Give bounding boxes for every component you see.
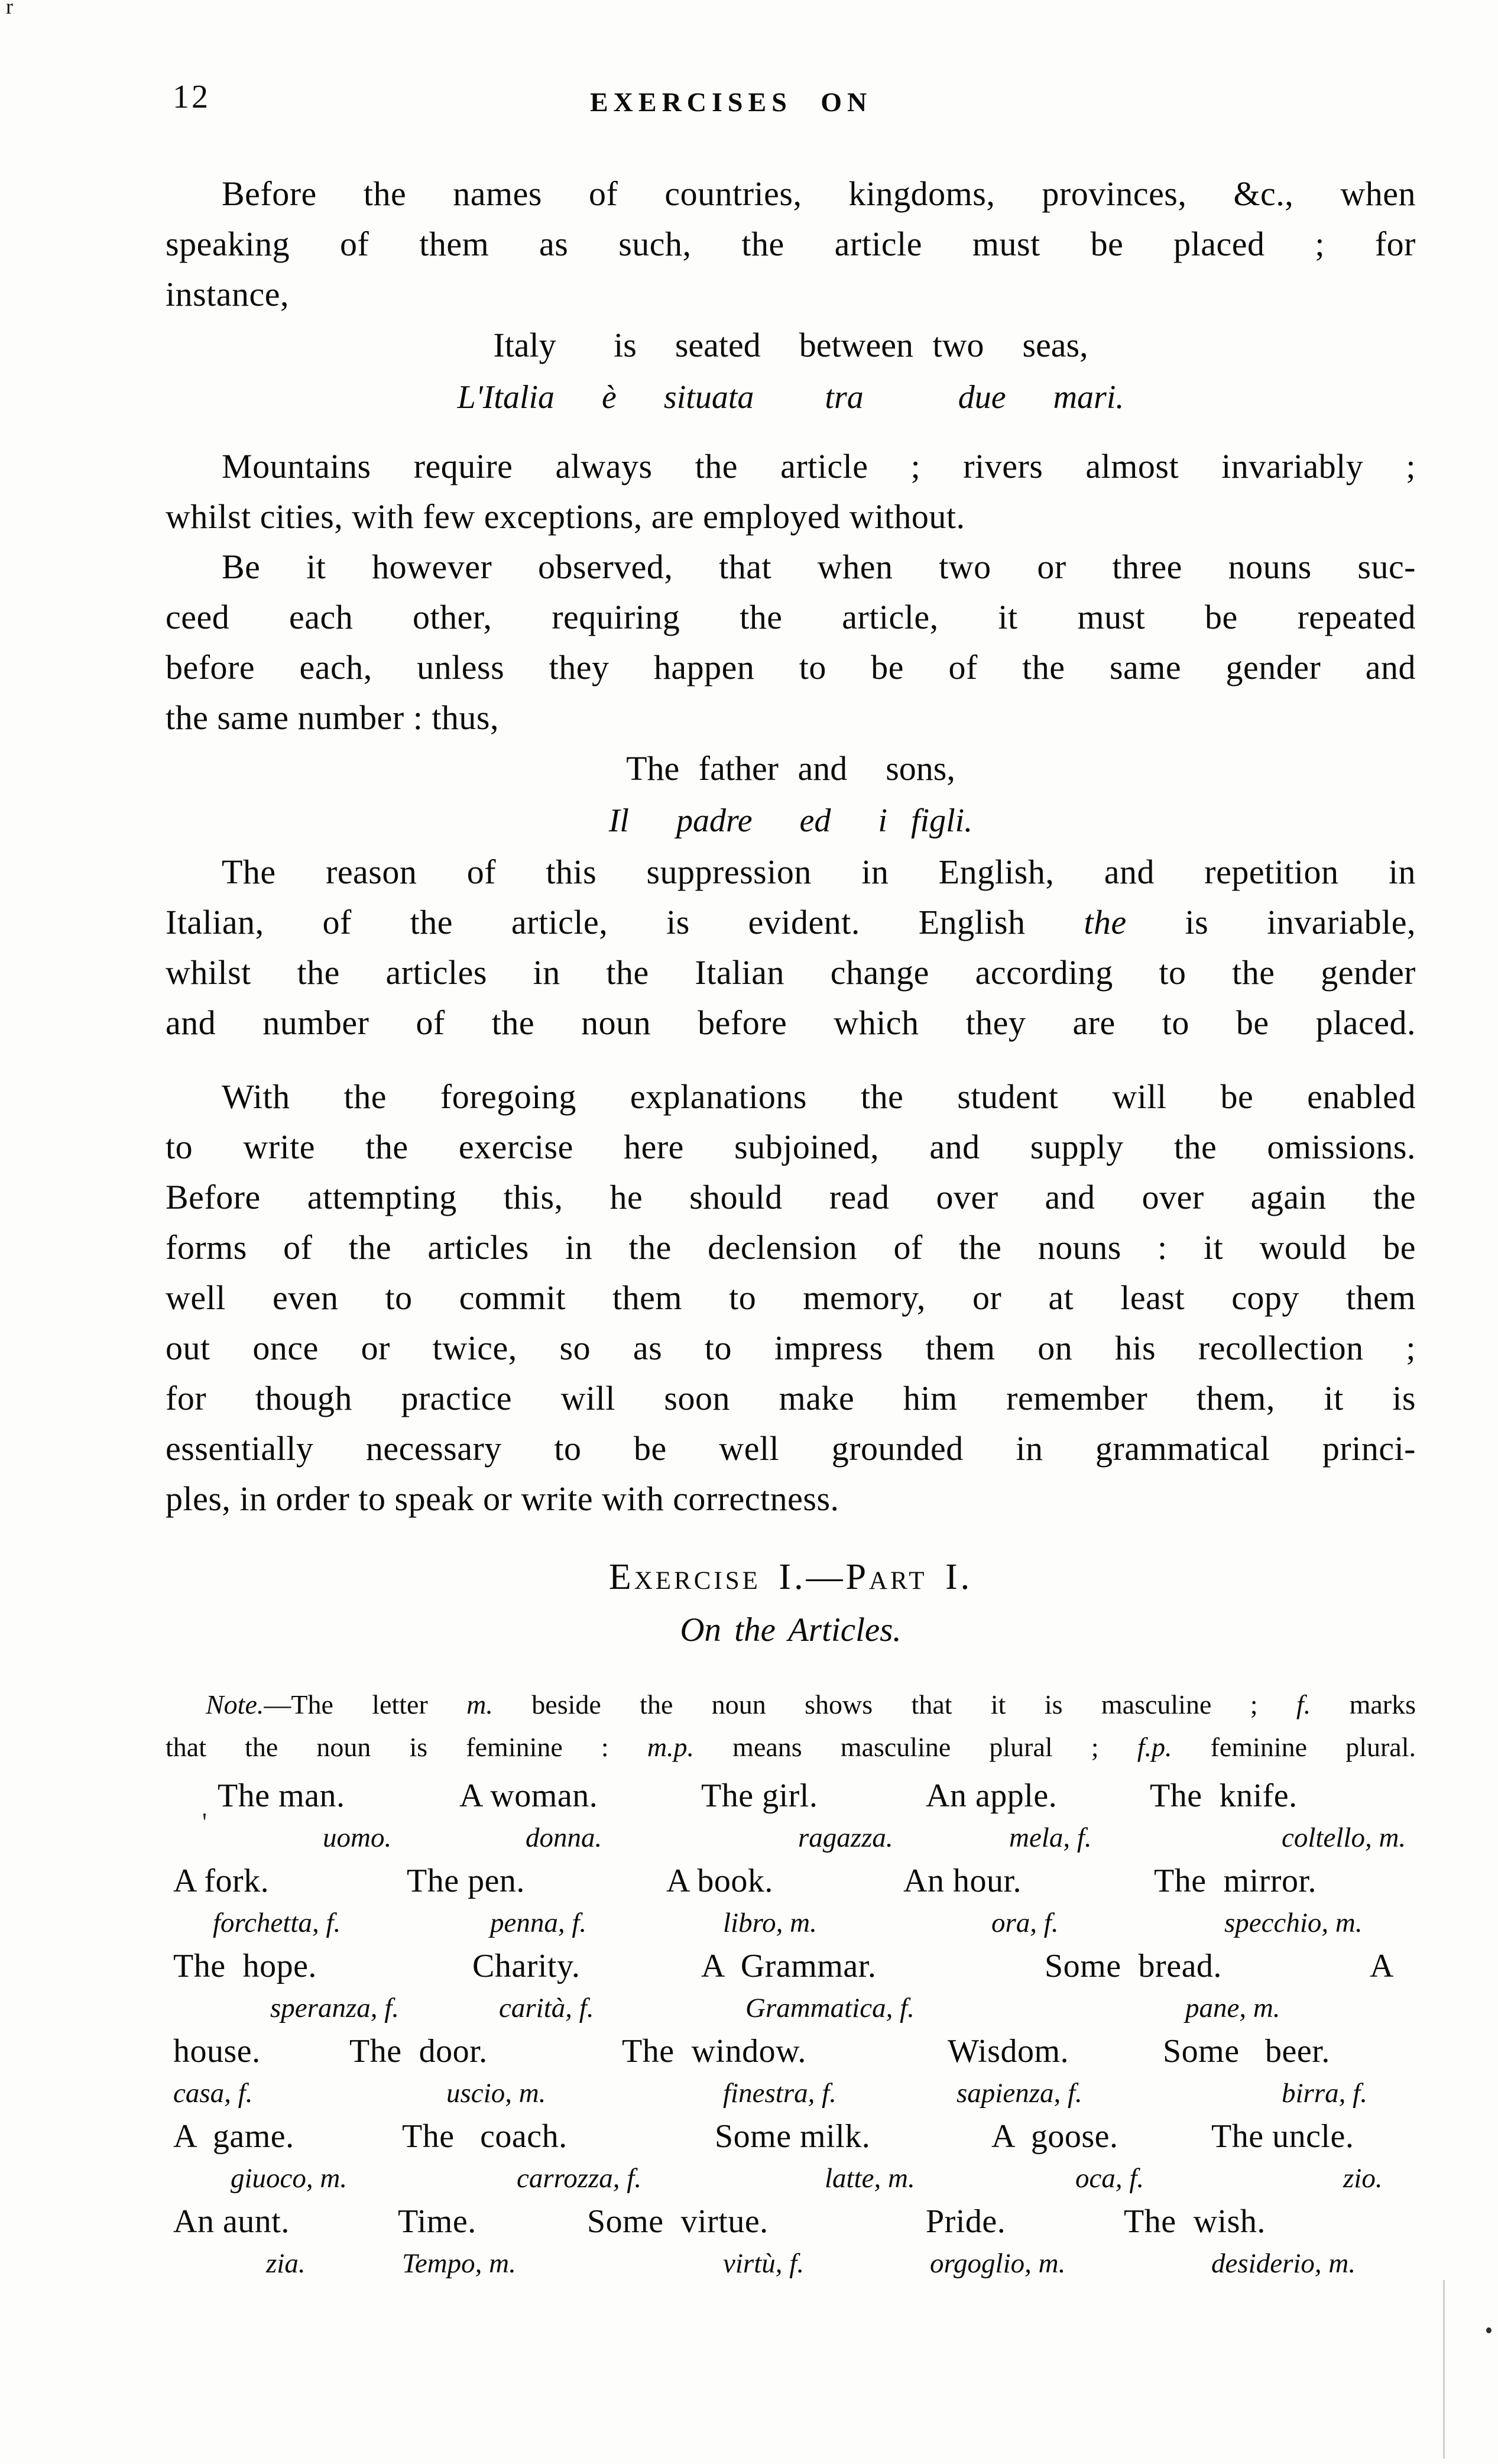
example-italy-block: [166, 319, 1416, 423]
exercise-gloss: penna, f.: [490, 1908, 587, 1938]
paragraph-mountains-rivers: [166, 441, 1416, 542]
exercise-word: The hope.: [173, 1948, 317, 1984]
text-line: for though practice will soon make him remember them, it is: [166, 1379, 1416, 1417]
exercise-english-row: [166, 2115, 1416, 2158]
exercise-gloss: speranza, f.: [270, 1993, 400, 2023]
exercise-gloss: mela, f.: [1009, 1822, 1092, 1853]
exercise-gloss: zia.: [266, 2248, 306, 2279]
exercise-gloss: desiderio, m.: [1211, 2248, 1356, 2279]
exercise-word: A fork.: [173, 1863, 270, 1899]
exercise-word: Time.: [398, 2203, 476, 2240]
exercise-word: Some milk.: [715, 2118, 871, 2155]
exercise-gloss: Tempo, m.: [402, 2248, 516, 2279]
exercise-word: The man.: [218, 1777, 345, 1814]
exercise-word: Wisdom.: [948, 2033, 1069, 2070]
text-line: Before the names of countries, kingdoms, provinces, &c., when: [222, 174, 1416, 213]
text-line: With the foregoing explanations the student will be enabled: [222, 1077, 1416, 1116]
exercise-gloss: virtù, f.: [723, 2248, 805, 2279]
exercise-gloss: coltello, m.: [1282, 1822, 1406, 1853]
text-line: ples, in order to speak or write with correctness.: [166, 1479, 839, 1518]
text-line: ceed each other, requiring the article, it must be repeated: [166, 598, 1416, 636]
exercise-italian-row: [166, 1902, 1416, 1945]
scan-stray-dot: [1486, 2327, 1491, 2333]
text-line: The reason of this suppression in English, and repetition in: [222, 853, 1416, 891]
exercise-italian-row: [166, 2073, 1416, 2115]
exercise-word: An apple.: [926, 1777, 1058, 1814]
exercise-word: A: [1370, 1948, 1394, 1984]
exercise-italian-row: [166, 1987, 1416, 2030]
paragraph-suppression-reason: [166, 847, 1416, 1048]
exercise-gloss: ragazza.: [798, 1822, 893, 1853]
exercise-word: The wish.: [1124, 2203, 1266, 2240]
text-line: the same number : thus,: [166, 698, 500, 737]
exercise-word: Pride.: [926, 2203, 1006, 2240]
exercise-english-row: [166, 2030, 1416, 2073]
exercise-word: The window.: [622, 2033, 806, 2070]
text-line: whilst cities, with few exceptions, are employed without.: [166, 497, 965, 536]
exercise-subheading: On the Articles.: [680, 1611, 902, 1649]
text-line: Before attempting this, he should read over and over again the: [166, 1178, 1416, 1216]
exercise-gloss: sapienza, f.: [956, 2078, 1082, 2109]
exercise-word: The girl.: [701, 1777, 818, 1814]
exercise-gloss: carità, f.: [499, 1993, 594, 2023]
exercise-word: A game.: [173, 2118, 294, 2155]
exercise-gloss: libro, m.: [723, 1908, 817, 1938]
paragraph-repeated-article: [166, 542, 1416, 743]
exercise-word: An aunt.: [173, 2203, 290, 2240]
exercise-gloss: pane, m.: [1185, 1993, 1280, 2023]
exercise-word: Some beer.: [1163, 2033, 1330, 2070]
exercise-word: house.: [173, 2033, 261, 2070]
exercise-italian-row: [166, 2158, 1416, 2200]
exercise-word: The coach.: [402, 2118, 568, 2155]
text-line: Italian, of the article, is evident. English the is invariable,: [166, 903, 1416, 941]
exercise-english-row: [166, 1775, 1416, 1817]
running-head: EXERCISES ON: [590, 87, 873, 117]
text-line: well even to commit them to memory, or at least copy them: [166, 1278, 1416, 1317]
exercise-english-row: [166, 1860, 1416, 1902]
text-line: and number of the noun before which they are to be placed.: [166, 1003, 1416, 1042]
exercise-gloss: donna.: [526, 1822, 602, 1853]
example-english-line: Italy is seated between two seas,: [493, 326, 1088, 364]
paragraph-student-advice: [166, 1071, 1416, 1524]
paragraph-article-before-countries: [166, 169, 1416, 319]
exercise-italian-row: [166, 2243, 1416, 2285]
text-line: speaking of them as such, the article must be placed ; for: [166, 225, 1416, 263]
exercise-gloss: carrozza, f.: [517, 2163, 642, 2194]
exercise-gloss: orgoglio, m.: [930, 2248, 1066, 2279]
note-block: [166, 1683, 1416, 1769]
text-line: out once or twice, so as to impress them on his recollection ;: [166, 1329, 1416, 1367]
text-line: forms of the articles in the declension of the nouns : it would be: [166, 1228, 1416, 1267]
exercise-word: The door.: [349, 2033, 488, 2070]
exercise-gloss: latte, m.: [825, 2163, 915, 2194]
exercise-word: The uncle.: [1211, 2118, 1354, 2155]
note-line: that the noun is feminine : m.p. means masculine plural ; f.p. feminine plural.: [166, 1732, 1416, 1762]
exercise-gloss: uscio, m.: [446, 2078, 546, 2109]
text-line: Mountains require always the article ; rivers almost invariably ;: [222, 447, 1416, 485]
exercise-gloss: Grammatica, f.: [745, 1993, 915, 2023]
text-line: to write the exercise here subjoined, and supply the omissions.: [166, 1128, 1416, 1166]
page-content: [166, 0, 1416, 2285]
exercise-gloss: finestra, f.: [723, 2078, 836, 2109]
text-line: before each, unless they happen to be of the same gender and: [166, 648, 1416, 687]
exercise-gloss: oca, f.: [1075, 2163, 1144, 2194]
exercise-word: A book.: [666, 1863, 773, 1899]
exercise-english-row: [166, 1945, 1416, 1987]
exercise-gloss: giuoco, m.: [231, 2163, 348, 2194]
example-italian-line: L'Italia è situata tra due mari.: [457, 379, 1124, 416]
exercise-heading: Exercise I.—Part I.: [608, 1557, 973, 1597]
exercise-italian-row: [166, 1817, 1416, 1860]
exercise-word: The knife.: [1150, 1777, 1298, 1814]
page-number: 12: [173, 79, 210, 115]
text-line: essentially necessary to be well grounded in grammatical princi-: [166, 1429, 1416, 1468]
scan-stray-mark: ': [202, 1808, 207, 1837]
exercise-word-table: [166, 1775, 1416, 2285]
exercise-gloss: zio.: [1343, 2163, 1383, 2194]
exercise-gloss: birra, f.: [1282, 2078, 1367, 2109]
exercise-word: A woman.: [459, 1777, 598, 1814]
example-english-line: The father and sons,: [626, 749, 955, 788]
note-line: Note.—The letter m. beside the noun shows that it is masculine ; f. marks: [206, 1689, 1416, 1720]
exercise-gloss: forchetta, f.: [213, 1908, 341, 1938]
exercise-word: Charity.: [472, 1948, 581, 1984]
exercise-word: Some virtue.: [587, 2203, 769, 2240]
text-line: whilst the articles in the Italian change according to the gender: [166, 953, 1416, 992]
scan-edge-line-artifact: [1443, 2280, 1445, 2459]
exercise-gloss: uomo.: [323, 1822, 392, 1853]
exercise-word: The pen.: [407, 1863, 525, 1899]
scan-corner-mark: r: [6, 0, 13, 18]
exercise-word: A goose.: [991, 2118, 1118, 2155]
exercise-gloss: ora, f.: [991, 1908, 1059, 1938]
text-line: instance,: [166, 275, 290, 313]
exercise-word: A Grammar.: [701, 1948, 877, 1984]
exercise-word: The mirror.: [1154, 1863, 1317, 1899]
exercise-word: Some bread.: [1045, 1948, 1222, 1984]
exercise-gloss: specchio, m.: [1224, 1908, 1363, 1938]
exercise-gloss: casa, f.: [173, 2078, 253, 2109]
exercise-english-row: [166, 2200, 1416, 2243]
text-line: Be it however observed, that when two or three nouns suc-: [222, 548, 1416, 586]
example-italian-line: Il padre ed i figli.: [608, 802, 973, 839]
exercise-word: An hour.: [903, 1863, 1022, 1899]
example-father-block: [166, 743, 1416, 847]
